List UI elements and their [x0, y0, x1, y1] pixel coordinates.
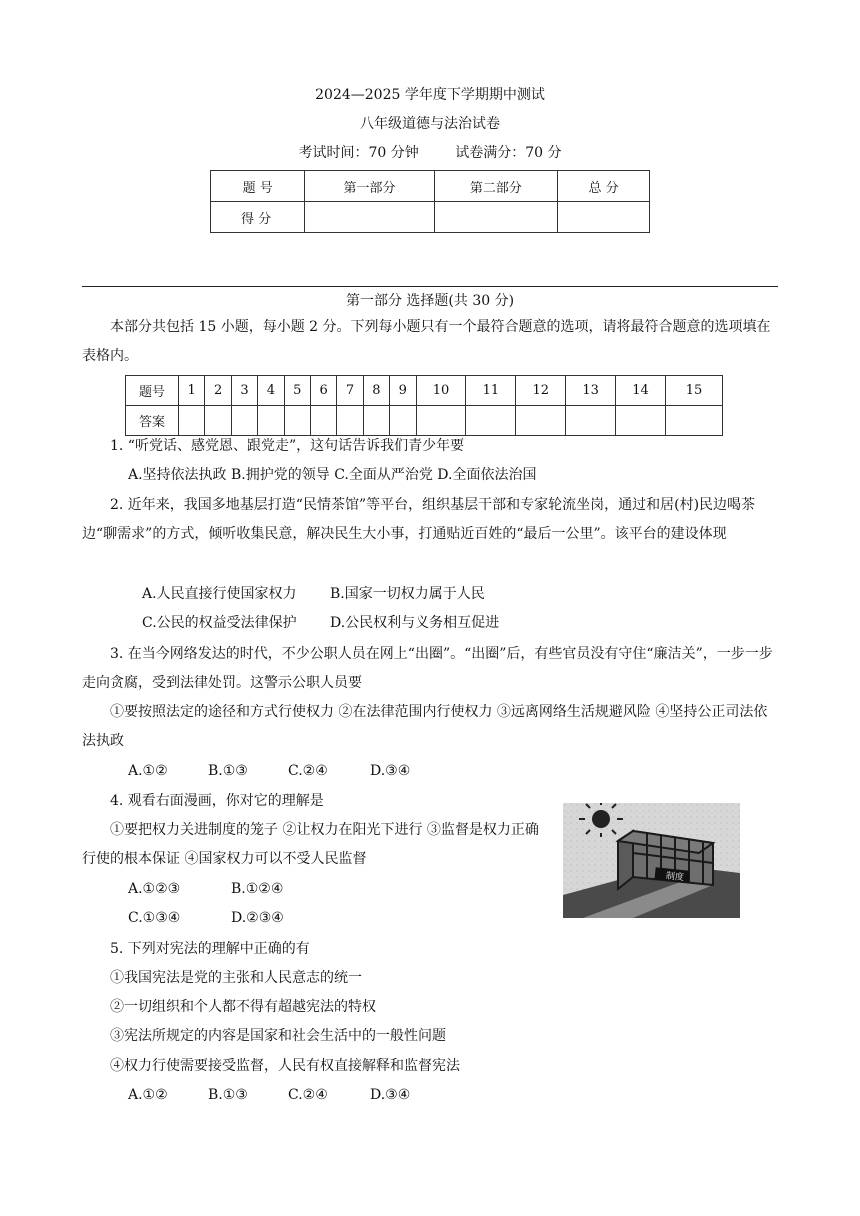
answer-number: 6 — [310, 376, 336, 406]
cartoon-image — [563, 803, 740, 918]
answer-cell[interactable] — [284, 406, 310, 436]
q3-option-b: B.①③ — [208, 763, 248, 779]
answer-cell[interactable] — [390, 406, 416, 436]
q5-option-d: D.③④ — [370, 1087, 411, 1103]
q5-option-b: B.①③ — [208, 1087, 248, 1103]
answer-number: 1 — [179, 376, 205, 406]
answer-cell[interactable] — [416, 406, 466, 436]
q5-item-4: ④权力行使需要接受监督，人民有权直接解释和监督宪法 — [110, 1058, 460, 1074]
cartoon-label: 制度 — [665, 871, 685, 884]
score-cell-part2[interactable] — [434, 202, 557, 233]
score-header-no: 题 号 — [211, 171, 305, 202]
exam-meta — [0, 142, 860, 162]
q5-item-2: ②一切组织和个人都不得有超越宪法的特权 — [110, 999, 376, 1015]
q2-options-row1 — [82, 580, 838, 609]
q5-stem: 5. 下列对宪法的理解中正确的有 — [110, 941, 310, 957]
score-header-part1: 第一部分 — [305, 171, 434, 202]
full-score: 试卷满分：70 分 — [455, 145, 562, 161]
q3-options — [82, 757, 824, 786]
q2-option-b: B.国家一切权力属于人民 — [330, 586, 485, 602]
q4-stem: 4. 观看右面漫画，你对它的理解是 — [110, 793, 324, 809]
q5-item-1: ①我国宪法是党的主张和人民意志的统一 — [110, 970, 362, 986]
q5-option-a: A.①② — [128, 1087, 168, 1103]
exam-subtitle: 八年级道德与法治试卷 — [360, 116, 500, 132]
answer-cell[interactable] — [179, 406, 205, 436]
score-table — [210, 170, 650, 233]
answer-number: 14 — [616, 376, 666, 406]
answer-cell[interactable] — [466, 406, 516, 436]
answer-cell[interactable] — [516, 406, 566, 436]
answer-row-label: 答案 — [126, 406, 179, 436]
answer-cell[interactable] — [205, 406, 231, 436]
answer-row-label-no: 题号 — [126, 376, 179, 406]
q5-item-3: ③宪法所规定的内容是国家和社会生活中的一般性问题 — [110, 1028, 446, 1044]
section1-title: 第一部分 选择题(共 30 分) — [345, 293, 515, 309]
answer-number: 13 — [566, 376, 616, 406]
answer-cell[interactable] — [337, 406, 363, 436]
answer-number: 7 — [337, 376, 363, 406]
score-header-part2: 第二部分 — [434, 171, 557, 202]
q3-stem: 3. 在当今网络发达的时代，不少公职人员在网上“出圈”。“出圈”后，有些官员没有守住“廉洁关”，一步一步走向贪腐，受到法律处罚。这警示公职人员要 — [82, 646, 773, 691]
answer-number: 4 — [258, 376, 284, 406]
answer-cell[interactable] — [566, 406, 616, 436]
answer-number: 2 — [205, 376, 231, 406]
q4-option-b: B.①②④ — [231, 881, 284, 897]
answer-cell[interactable] — [666, 406, 723, 436]
answer-cell[interactable] — [363, 406, 389, 436]
score-cell-total[interactable] — [558, 202, 650, 233]
answer-cell[interactable] — [258, 406, 284, 436]
q4-items: ①要把权力关进制度的笼子 ②让权力在阳光下进行 ③监督是权力正确行使的根本保证 ④国家权力可以不受人民监督 — [82, 822, 539, 867]
score-header-total: 总 分 — [558, 171, 650, 202]
exam-title: 2024—2025 学年度下学期期中测试 — [315, 87, 545, 103]
q4-option-a: A.①②③ — [128, 881, 181, 897]
answer-number: 5 — [284, 376, 310, 406]
answer-cell[interactable] — [616, 406, 666, 436]
q4-option-d: D.②③④ — [231, 910, 284, 926]
answer-number: 11 — [466, 376, 516, 406]
q5-options — [82, 1081, 824, 1110]
q2-option-c: C.公民的权益受法律保护 — [142, 615, 297, 631]
q3-option-c: C.②④ — [288, 763, 328, 779]
q3-option-a: A.①② — [128, 763, 168, 779]
q3-option-d: D.③④ — [370, 763, 411, 779]
answer-number: 8 — [363, 376, 389, 406]
q1-stem: 1. “听党话、感党恩、跟党走”，这句话告诉我们青少年要 — [110, 438, 465, 454]
q1-options: A.坚持依法执政 B.拥护党的领导 C.全面从严治党 D.全面依法治国 — [128, 467, 537, 483]
section-divider — [82, 286, 778, 287]
q2-option-a: A.人民直接行使国家权力 — [142, 586, 297, 602]
answer-number: 12 — [516, 376, 566, 406]
answer-cell[interactable] — [231, 406, 257, 436]
answer-number: 10 — [416, 376, 466, 406]
q2-options-row2 — [82, 609, 838, 638]
answer-number: 15 — [666, 376, 723, 406]
q3-items: ①要按照法定的途径和方式行使权力 ②在法律范围内行使权力 ③远离网络生活规避风险 ④坚持公正司法依法执政 — [82, 704, 768, 749]
answer-table — [125, 375, 723, 436]
q2-stem: 2. 近年来，我国多地基层打造“民情茶馆”等平台，组织基层干部和专家轮流坐岗，通过和居(村)民边喝茶边“聊需求”的方式，倾听收集民意，解决民生大小事，打通贴近百姓的“最后一公里”。该平台的建设体现 — [82, 497, 756, 542]
q2-option-d: D.公民权利与义务相互促进 — [330, 615, 500, 631]
answer-cell[interactable] — [310, 406, 336, 436]
answer-number: 9 — [390, 376, 416, 406]
section1-instructions: 本部分共包括 15 小题，每小题 2 分。下列每小题只有一个最符合题意的选项，请将最符合题意的选项填在表格内。 — [82, 319, 771, 364]
score-row-label: 得 分 — [211, 202, 305, 233]
q5-option-c: C.②④ — [288, 1087, 328, 1103]
exam-time: 考试时间：70 分钟 — [298, 145, 419, 161]
score-cell-part1[interactable] — [305, 202, 434, 233]
answer-number: 3 — [231, 376, 257, 406]
q4-option-c: C.①③④ — [128, 910, 181, 926]
